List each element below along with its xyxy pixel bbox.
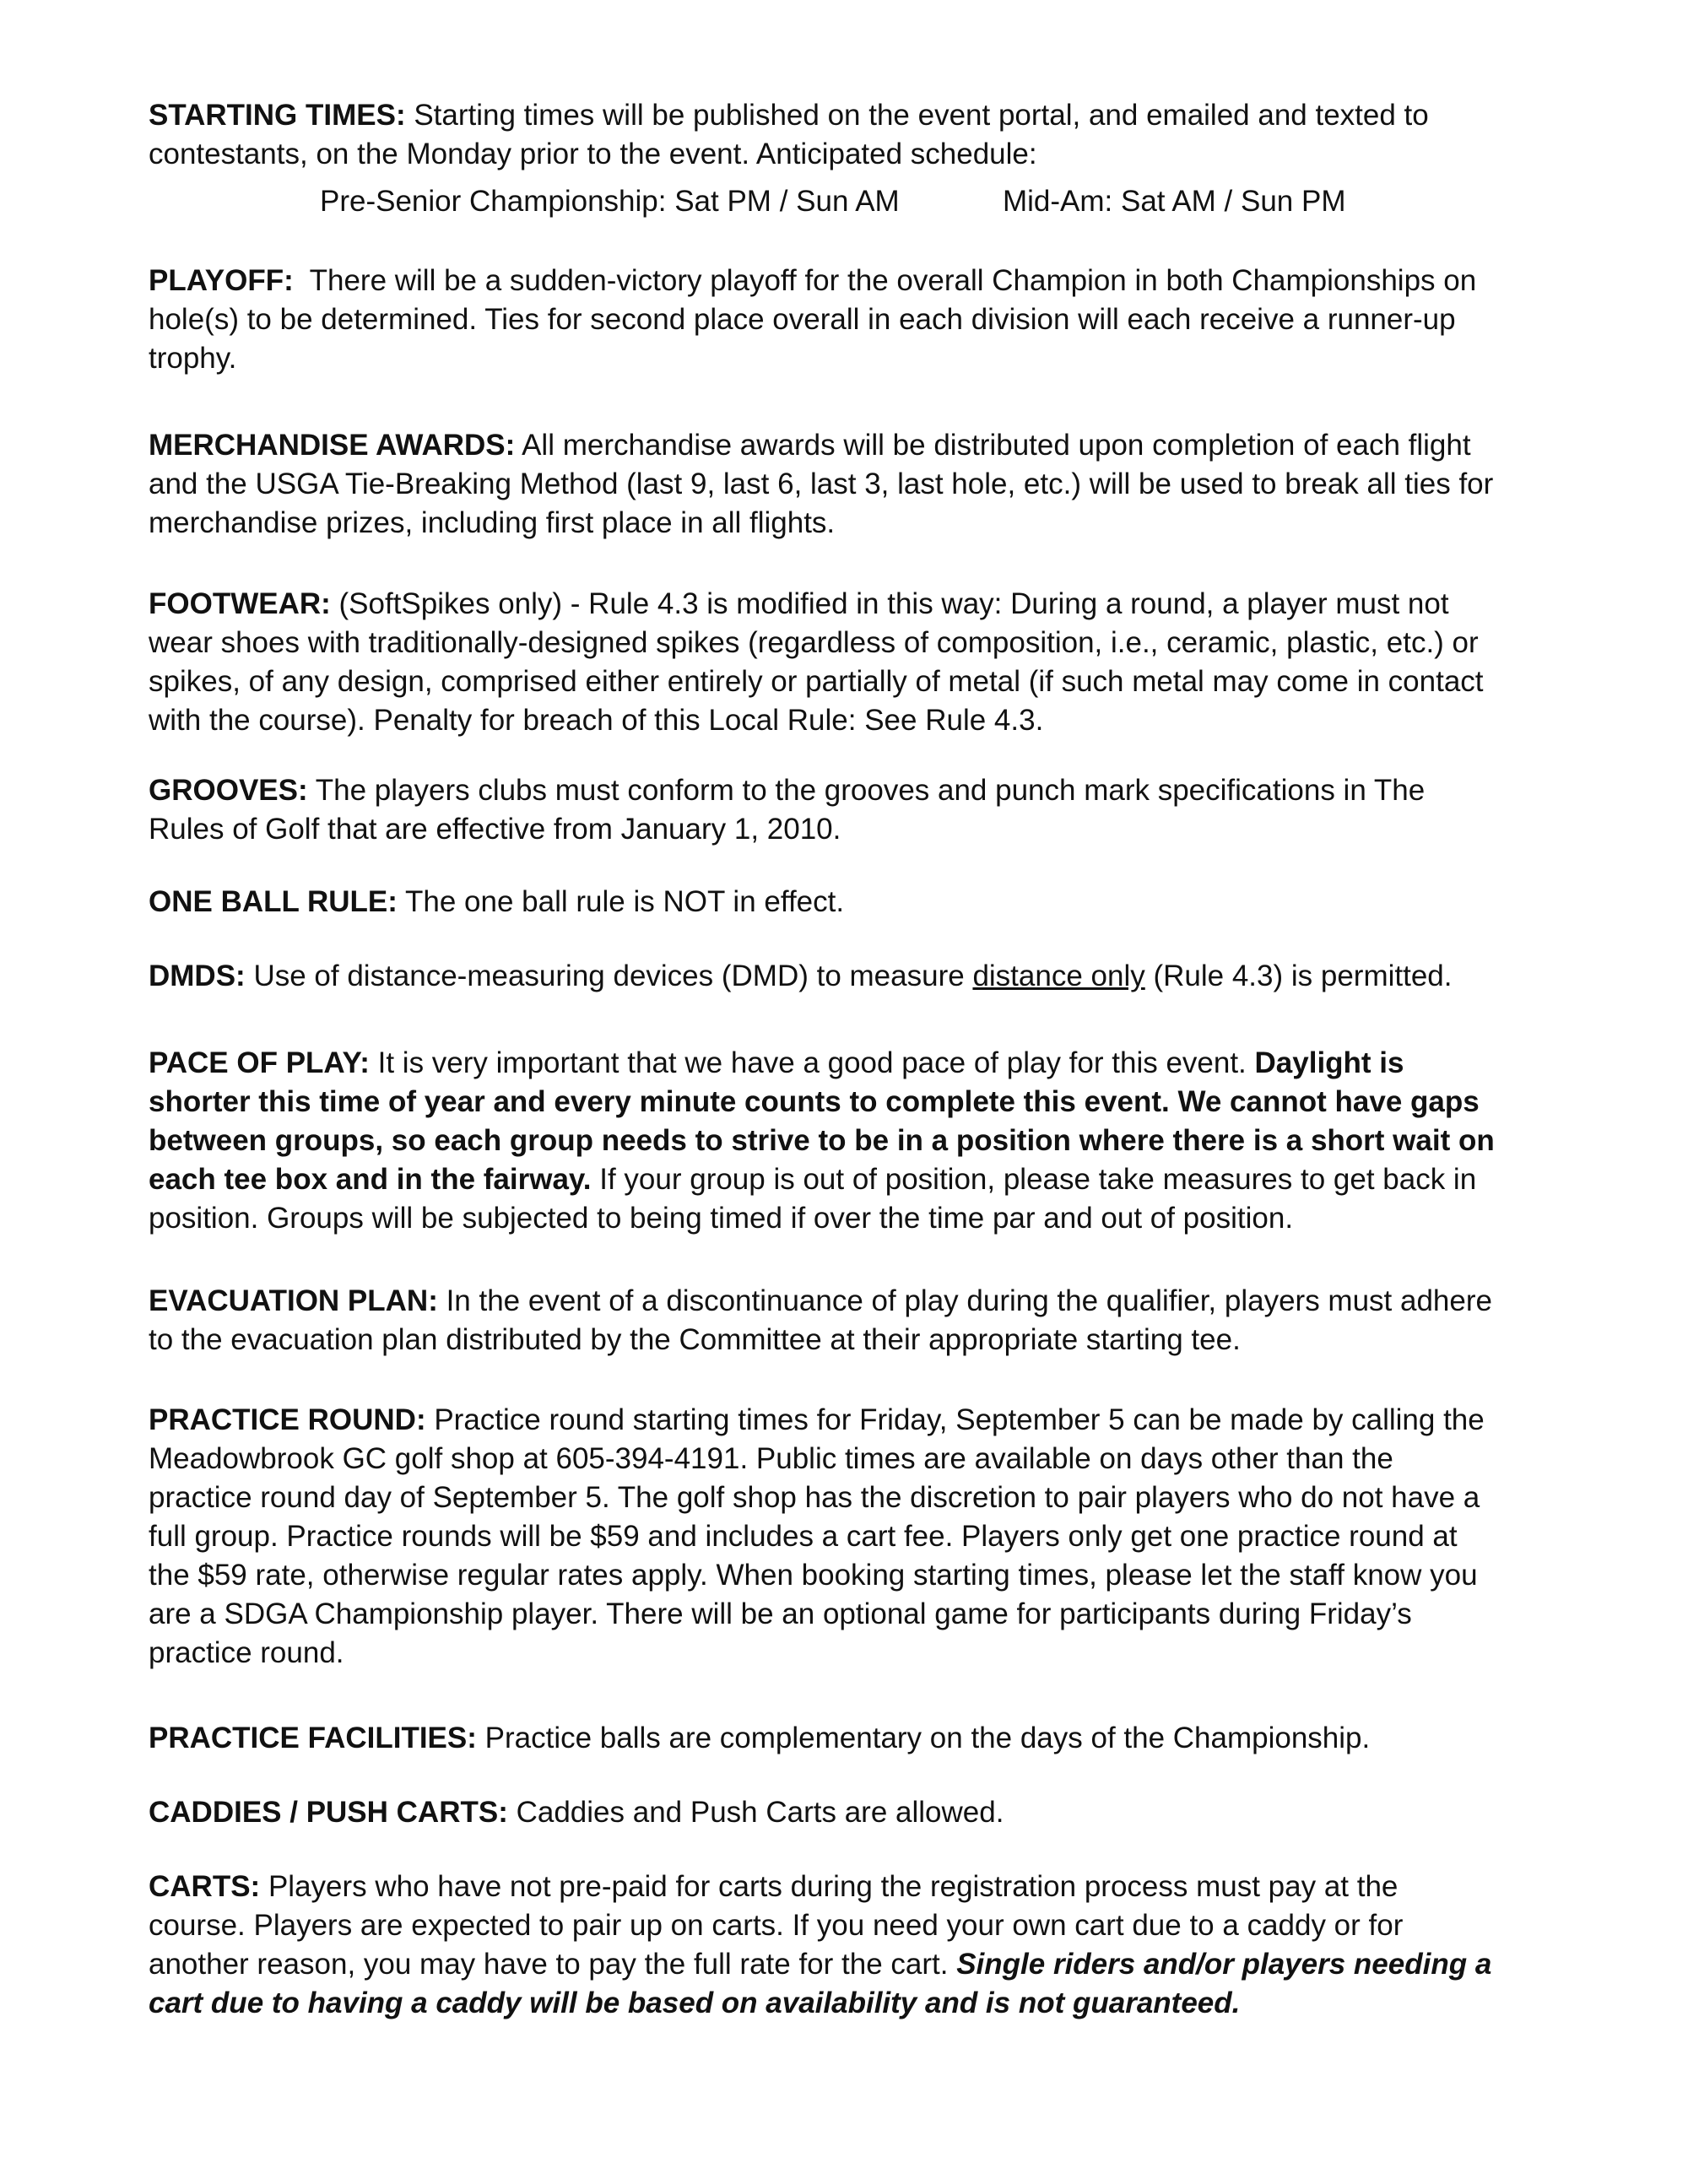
text-line [149,426,1550,465]
text-line [149,1160,1550,1199]
text-run: It is very important that we have a good pace of play for this event. [369,1046,1255,1079]
text-line [149,1083,1550,1122]
section-caddies-push-carts [149,1793,1550,1832]
text-line [149,1282,1550,1321]
text-line [149,701,1550,740]
text-line [149,135,1550,174]
section-pace-of-play [149,1044,1550,1238]
text-run: practice round. [149,1636,344,1669]
text-line [149,504,1550,543]
section-playoff [149,262,1550,378]
text-run: another reason, you may have to pay the full rate for the cart. [149,1948,957,1981]
section-heading: CARTS: [149,1870,261,1903]
text-line [149,1517,1550,1556]
text-line [149,1793,1550,1832]
text-line [149,1122,1550,1160]
text-line [149,771,1550,810]
text-run: the $59 rate, otherwise regular rates apply. When booking starting times, please let the staff know you [149,1559,1478,1592]
text-run: The players clubs must conform to the grooves and punch mark specifications in The [307,774,1426,807]
text-run: Caddies and Push Carts are allowed. [507,1796,1004,1829]
text-line [149,1321,1550,1360]
text-run: Practice round starting times for Friday, September 5 can be made by calling the [425,1403,1485,1436]
section-heading: EVACUATION PLAN: [149,1284,438,1317]
schedule-mid-am: Mid-Am: Sat AM / Sun PM [1003,185,1346,218]
text-run: each tee box and in the fairway. [149,1163,592,1196]
text-run: Use of distance-measuring devices (DMD) to measure [245,960,973,992]
text-line [149,1984,1550,2023]
section-heading: DMDS: [149,960,246,992]
text-run: spikes, of any design, comprised either entirely or partially of metal (if such metal may come in contact [149,665,1484,698]
section-heading: PRACTICE FACILITIES: [149,1722,477,1754]
section-heading: FOOTWEAR: [149,587,331,620]
text-line [149,339,1550,378]
section-heading: PLAYOFF: [149,264,294,297]
text-run: and the USGA Tie-Breaking Method (last 9, last 6, last 3, last hole, etc.) will be used to break all ties for [149,468,1494,500]
text-run: are a SDGA Championship player. There will be an optional game for participants during Friday’s [149,1597,1412,1630]
text-run: The one ball rule is NOT in effect. [397,885,845,918]
text-run: practice round day of September 5. The golf shop has the discretion to pair players who do not have a [149,1481,1480,1514]
text-run: trophy. [149,342,237,375]
text-run: If your group is out of position, please take measures to get back in [591,1163,1477,1196]
text-line [149,883,1550,922]
text-run: merchandise prizes, including first place in all flights. [149,506,836,539]
section-grooves [149,771,1550,849]
text-line [149,96,1550,135]
text-run: Single riders and/or players needing a [956,1948,1492,1981]
section-heading: STARTING TIMES: [149,99,406,132]
text-line [149,624,1550,662]
text-run: full group. Practice rounds will be $59 and includes a cart fee. Players only get one practice round at [149,1520,1458,1553]
section-carts [149,1868,1550,2023]
text-run: to the evacuation plan distributed by the Committee at their appropriate starting tee. [149,1323,1241,1356]
section-heading: PACE OF PLAY: [149,1046,370,1079]
text-line [149,585,1550,624]
section-heading: MERCHANDISE AWARDS: [149,429,516,462]
text-line [149,1719,1550,1758]
text-line [149,465,1550,504]
text-line [149,1868,1550,1906]
section-merchandise-awards [149,426,1550,543]
text-line [149,1440,1550,1479]
section-practice-round [149,1401,1550,1673]
text-run: distance only [972,960,1145,992]
text-line [149,1556,1550,1595]
section-heading: PRACTICE ROUND: [149,1403,426,1436]
text-run: In the event of a discontinuance of play during the qualifier, players must adhere [437,1284,1492,1317]
section-practice-facilities [149,1719,1550,1758]
text-line [149,957,1550,996]
text-line [149,1044,1550,1083]
text-run: Daylight is [1254,1046,1404,1079]
text-line [149,1595,1550,1634]
text-run: (Rule 4.3) is permitted. [1144,960,1453,992]
text-line [149,1906,1550,1945]
section-heading: GROOVES: [149,774,308,807]
text-run: shorter this time of year and every minute counts to complete this event. We cannot have gaps [149,1085,1480,1118]
section-heading: ONE BALL RULE: [149,885,398,918]
text-run: with the course). Penalty for breach of this Local Rule: See Rule 4.3. [149,704,1044,737]
text-run: wear shoes with traditionally-designed spikes (regardless of composition, i.e., ceramic, plastic, etc.) or [149,626,1479,659]
text-run: course. Players are expected to pair up on carts. If you need your own cart due to a caddy or for [149,1909,1404,1942]
text-run: Practice balls are complementary on the days of the Championship. [476,1722,1371,1754]
section-heading: CADDIES / PUSH CARTS: [149,1796,508,1829]
text-run: contestants, on the Monday prior to the event. Anticipated schedule: [149,138,1037,170]
text-line [149,1479,1550,1517]
text-line [149,1945,1550,1984]
text-run: All merchandise awards will be distributed upon completion of each flight [515,429,1471,462]
section-one-ball-rule [149,883,1550,922]
text-line [149,1199,1550,1238]
text-run: between groups, so each group needs to strive to be in a position where there is a short wait on [149,1124,1495,1157]
text-line [149,662,1550,701]
section-starting-times [149,96,1550,174]
text-run: Rules of Golf that are effective from January 1, 2010. [149,813,841,846]
section-evacuation-plan [149,1282,1550,1360]
text-run: Starting times will be published on the event portal, and emailed and texted to [405,99,1429,132]
text-run: cart due to having a caddy will be based on availability and is not guaranteed. [149,1987,1241,2019]
text-run: Players who have not pre-paid for carts during the registration process must pay at the [260,1870,1399,1903]
schedule-pre-senior: Pre-Senior Championship: Sat PM / Sun AM [320,185,900,218]
text-run: Meadowbrook GC golf shop at 605-394-4191. Public times are available on days other than the [149,1442,1393,1475]
text-line [149,1634,1550,1673]
section-footwear [149,585,1550,740]
section-dmds [149,957,1550,996]
text-run: There will be a sudden-victory playoff for the overall Champion in both Championships on [293,264,1477,297]
text-run: (SoftSpikes only) - Rule 4.3 is modified in this way: During a round, a player must not [330,587,1449,620]
text-run: hole(s) to be determined. Ties for second place overall in each division will each receive a runner-up [149,303,1456,336]
text-line [149,300,1550,339]
text-line [149,810,1550,849]
text-line [149,1401,1550,1440]
text-line [149,262,1550,300]
text-run: position. Groups will be subjected to being timed if over the time par and out of position. [149,1202,1294,1235]
